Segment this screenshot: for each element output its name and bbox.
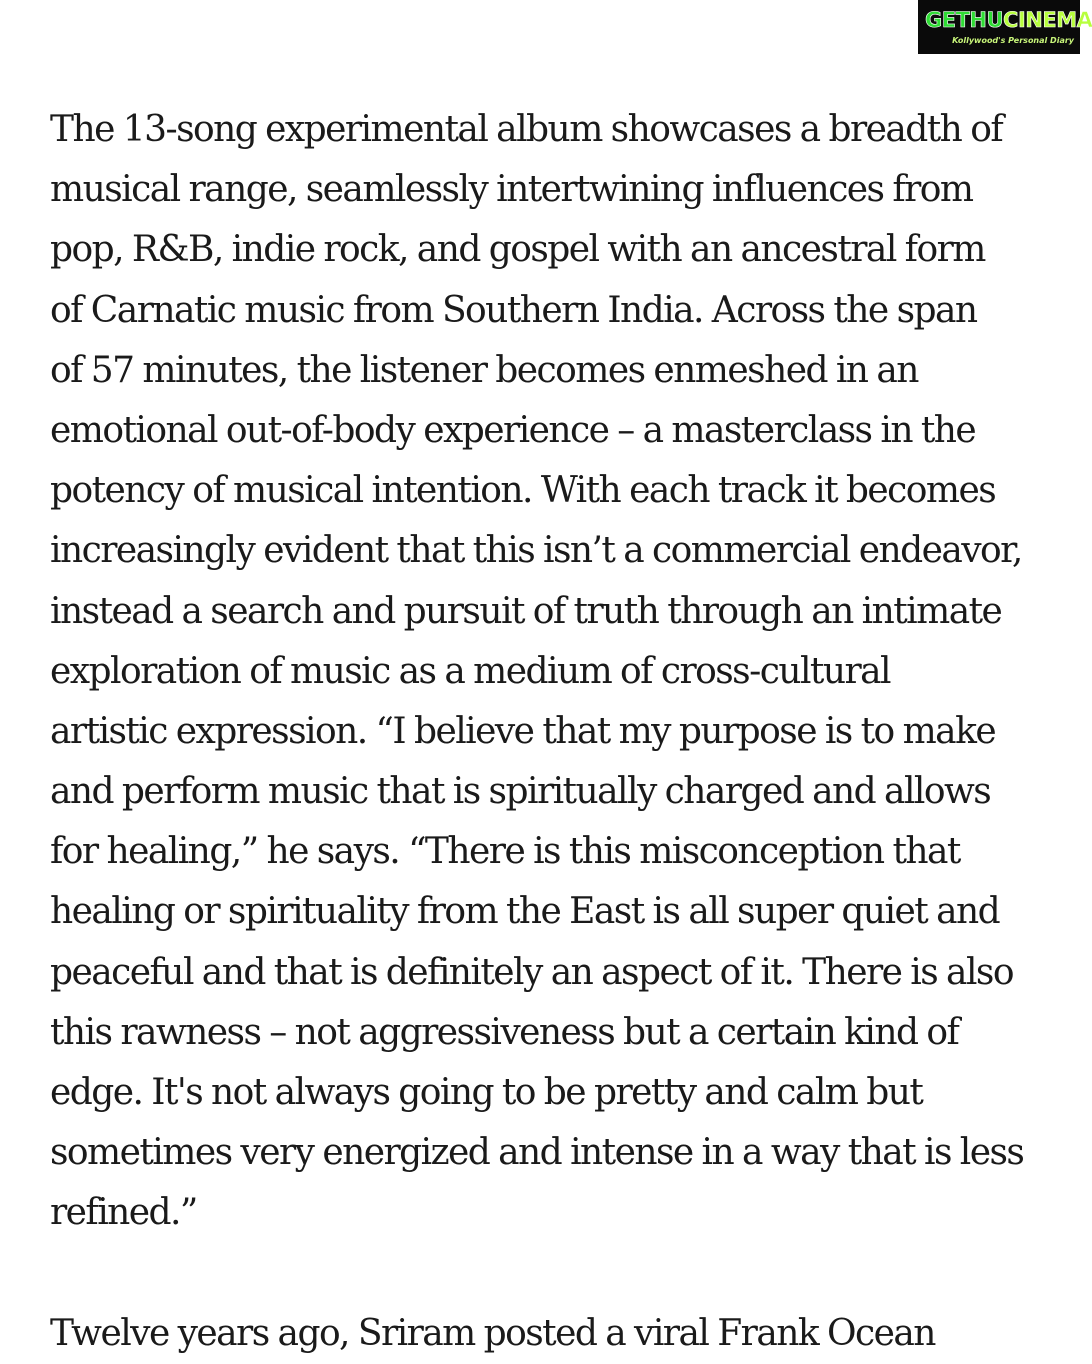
text-line: Twelve years ago, Sriram posted a viral Frank Ocean <box>50 1312 935 1354</box>
text-line: and perform music that is spiritually charged and allows <box>50 771 991 813</box>
article-body <box>50 100 1050 1364</box>
text-line: increasingly evident that this isn’t a commercial endeavor, <box>50 530 1022 572</box>
watermark-brand-part2: CINEMA <box>1003 8 1092 32</box>
text-line: emotional out-of-body experience – a masterclass in the <box>50 409 976 451</box>
text-line: pop, R&B, indie rock, and gospel with an ancestral form <box>50 229 985 271</box>
text-line: The 13-song experimental album showcases a breadth of <box>50 109 1003 150</box>
watermark-tagline: Kollywood's Personal Diary <box>952 36 1074 45</box>
text-line: musical range, seamlessly intertwining influences from <box>50 169 973 211</box>
text-line: of 57 minutes, the listener becomes enmeshed in an <box>50 349 918 391</box>
gethucinema-watermark-logo <box>918 0 1092 54</box>
text-line: edge. It's not always going to be pretty and calm but <box>50 1072 923 1113</box>
text-line: artistic expression. “I believe that my purpose is to make <box>50 710 996 752</box>
text-line: this rawness – not aggressiveness but a certain kind of <box>50 1011 959 1053</box>
text-line: instead a search and pursuit of truth through an intimate <box>50 590 1002 632</box>
text-line: potency of musical intention. With each track it becomes <box>50 470 996 512</box>
watermark-brand <box>925 6 1092 34</box>
watermark-brand-part1: GETHU <box>925 8 1004 32</box>
text-line: refined.” <box>50 1192 197 1234</box>
text-line: peaceful and that is definitely an aspect of it. There is also <box>50 951 1013 993</box>
text-line: healing or spirituality from the East is all super quiet and <box>50 891 1000 933</box>
paragraph-2 <box>50 1304 1050 1364</box>
text-line: for healing,” he says. “There is this misconception that <box>50 831 960 873</box>
text-line: sometimes very energized and intense in a way that is less <box>50 1132 1024 1174</box>
text-line: of Carnatic music from Southern India. Across the span <box>50 289 977 331</box>
paragraph-spacer <box>50 1244 1050 1304</box>
paragraph-1 <box>50 100 1050 1244</box>
text-line: exploration of music as a medium of cross-cultural <box>50 650 891 692</box>
